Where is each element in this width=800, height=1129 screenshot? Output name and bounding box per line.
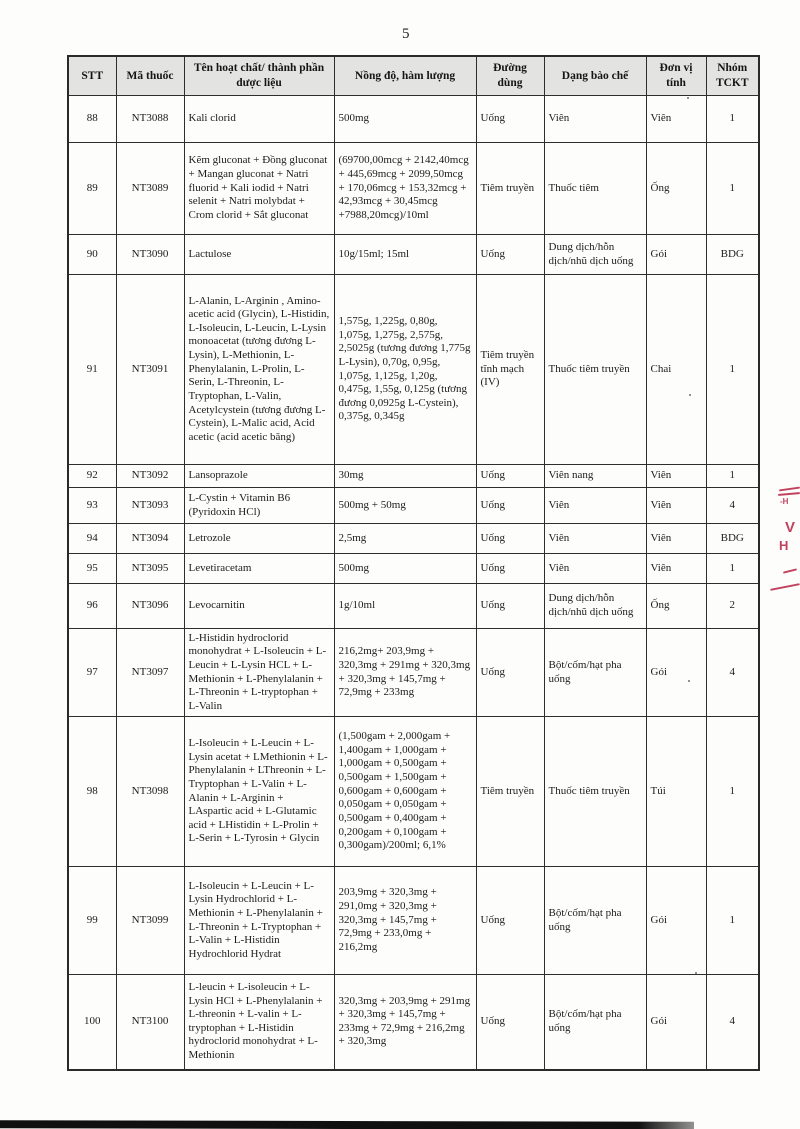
table-row: [68, 584, 759, 629]
cell-stt: 92: [68, 465, 116, 488]
drug-table-header: [68, 56, 759, 96]
cell-form: Bột/cốm/hạt pha uống: [544, 975, 646, 1070]
cell-group: 1: [706, 143, 759, 235]
cell-route: Tiêm truyền: [476, 717, 544, 867]
drug-table-body: [68, 96, 759, 1070]
cell-unit: Gói: [646, 235, 706, 275]
page-number: 5: [402, 26, 410, 42]
red-stamp-text-fragment: V: [785, 519, 796, 536]
cell-route: Uống: [476, 867, 544, 975]
cell-route: Uống: [476, 554, 544, 584]
cell-unit: Ống: [646, 143, 706, 235]
cell-unit: Viên: [646, 554, 706, 584]
cell-route: Uống: [476, 465, 544, 488]
table-row: [68, 629, 759, 717]
scan-artifact-dot: [695, 972, 697, 974]
cell-unit: Ống: [646, 584, 706, 629]
cell-stt: 90: [68, 235, 116, 275]
cell-route: Uống: [476, 584, 544, 629]
cell-group: 4: [706, 975, 759, 1070]
cell-stt: 100: [68, 975, 116, 1070]
cell-name: Kẽm gluconat + Đồng gluconat + Mangan gluconat + Natri fluorid + Kali iodid + Natri selenit + Natri molybdat + Crom clorid + Sắt gluconat: [184, 143, 334, 235]
cell-form: Viên: [544, 554, 646, 584]
cell-code: NT3097: [116, 629, 184, 717]
cell-code: NT3093: [116, 488, 184, 524]
cell-code: NT3095: [116, 554, 184, 584]
red-stamp-stroke: [770, 583, 800, 591]
table-row: [68, 275, 759, 465]
cell-group: 1: [706, 465, 759, 488]
cell-code: NT3088: [116, 96, 184, 143]
cell-dose: 1g/10ml: [334, 584, 476, 629]
cell-unit: Gói: [646, 629, 706, 717]
cell-name: Letrozole: [184, 524, 334, 554]
table-row: [68, 554, 759, 584]
cell-group: 1: [706, 554, 759, 584]
cell-unit: Túi: [646, 717, 706, 867]
cell-name: Lactulose: [184, 235, 334, 275]
cell-route: Tiêm truyền: [476, 143, 544, 235]
column-header-code: Mã thuốc: [116, 56, 184, 96]
table-row: [68, 235, 759, 275]
cell-code: NT3094: [116, 524, 184, 554]
cell-form: Thuốc tiêm truyền: [544, 717, 646, 867]
cell-name: L-Isoleucin + L-Leucin + L-Lysin acetat + LMethionin + L-Phenylalanin + LThreonin + L-Tryptophan + L-Valin + L-Alanin + L-Arginin + LAspartic acid + L-Glutamic acid + LHistidin + L-Prolin + L-Serin + L-Tyrosin + Glycin: [184, 717, 334, 867]
cell-dose: (1,500gam + 2,000gam + 1,400gam + 1,000gam + 1,000gam + 0,500gam + 0,500gam + 1,500gam + 0,600gam + 0,600gam + 0,050gam + 0,050gam + 0,500gam + 0,400gam + 0,200gam + 0,100gam + 0,300gam)/200ml; 6,1%: [334, 717, 476, 867]
cell-code: NT3089: [116, 143, 184, 235]
column-header-route: Đường dùng: [476, 56, 544, 96]
cell-code: NT3098: [116, 717, 184, 867]
cell-route: Tiêm truyền tĩnh mạch (IV): [476, 275, 544, 465]
cell-group: 1: [706, 275, 759, 465]
cell-stt: 97: [68, 629, 116, 717]
cell-code: NT3096: [116, 584, 184, 629]
cell-dose: (69700,00mcg + 2142,40mcg + 445,69mcg + 2099,50mcg + 170,06mcg + 153,32mcg + 42,93mcg + 30,45mcg +7988,20mcg)/10ml: [334, 143, 476, 235]
cell-code: NT3099: [116, 867, 184, 975]
cell-form: Thuốc tiêm: [544, 143, 646, 235]
cell-name: Kali clorid: [184, 96, 334, 143]
cell-unit: Chai: [646, 275, 706, 465]
cell-unit: Gói: [646, 975, 706, 1070]
column-header-unit: Đơn vị tính: [646, 56, 706, 96]
column-header-form: Dạng bào chế: [544, 56, 646, 96]
cell-route: Uống: [476, 96, 544, 143]
cell-stt: 99: [68, 867, 116, 975]
cell-code: NT3090: [116, 235, 184, 275]
table-row: [68, 975, 759, 1070]
table-row: [68, 96, 759, 143]
red-stamp-stroke: [779, 487, 800, 492]
table-row: [68, 524, 759, 554]
cell-route: Uống: [476, 524, 544, 554]
cell-dose: 500mg: [334, 96, 476, 143]
table-row: [68, 867, 759, 975]
column-header-dose: Nồng độ, hàm lượng: [334, 56, 476, 96]
cell-unit: Viên: [646, 465, 706, 488]
cell-name: L-Isoleucin + L-Leucin + L-Lysin Hydrochlorid + L-Methionin + L-Phenylalanin + L-Threonin + L-Tryptophan + L-Valin + L-Histidin Hydrochlorid Hydrat: [184, 867, 334, 975]
cell-dose: 2,5mg: [334, 524, 476, 554]
cell-stt: 89: [68, 143, 116, 235]
drug-table: [67, 55, 760, 1071]
cell-stt: 88: [68, 96, 116, 143]
cell-name: Lansoprazole: [184, 465, 334, 488]
cell-unit: Viên: [646, 524, 706, 554]
cell-form: Bột/cốm/hạt pha uống: [544, 867, 646, 975]
cell-name: L-Cystin + Vitamin B6 (Pyridoxin HCl): [184, 488, 334, 524]
cell-group: 1: [706, 717, 759, 867]
cell-stt: 93: [68, 488, 116, 524]
cell-stt: 91: [68, 275, 116, 465]
cell-route: Uống: [476, 975, 544, 1070]
cell-form: Viên nang: [544, 465, 646, 488]
cell-dose: 10g/15ml; 15ml: [334, 235, 476, 275]
scan-edge-bar: [0, 1120, 694, 1129]
table-row: [68, 465, 759, 488]
cell-group: 4: [706, 488, 759, 524]
table-row: [68, 717, 759, 867]
cell-form: Dung dịch/hỗn dịch/nhũ dịch uống: [544, 235, 646, 275]
red-stamp-stroke: [778, 492, 800, 496]
cell-form: Thuốc tiêm truyền: [544, 275, 646, 465]
red-stamp-text-fragment: -H: [780, 497, 789, 506]
cell-stt: 98: [68, 717, 116, 867]
cell-group: BDG: [706, 524, 759, 554]
cell-dose: 203,9mg + 320,3mg + 291,0mg + 320,3mg + 320,3mg + 145,7mg + 72,9mg + 233,0mg + 216,2mg: [334, 867, 476, 975]
cell-form: Viên: [544, 524, 646, 554]
cell-name: L-Histidin hydroclorid monohydrat + L-Isoleucin + L-Leucin + L-Lysin HCL + L-Methionin + L-Phenylalanin + L-Threonin + L-tryptophan + L-Valin: [184, 629, 334, 717]
cell-dose: 1,575g, 1,225g, 0,80g, 1,075g, 1,275g, 2,575g, 2,5025g (tương đương 1,775g L-Lysin), 0,70g, 0,95g, 1,075g, 1,125g, 1,20g, 0,475g, 1,55g, 0,125g (tương đương 0,0925g L-Cystein), 0,375g, 0,345g: [334, 275, 476, 465]
column-header-name: Tên hoạt chất/ thành phần dược liệu: [184, 56, 334, 96]
cell-group: 2: [706, 584, 759, 629]
cell-unit: Viên: [646, 488, 706, 524]
cell-name: L-leucin + L-isoleucin + L-Lysin HCl + L-Phenylalanin + L-threonin + L-valin + L-tryptophan + L-Histidin hydroclorid monohydrat + L-Methionin: [184, 975, 334, 1070]
cell-unit: Viên: [646, 96, 706, 143]
cell-dose: 216,2mg+ 203,9mg + 320,3mg + 291mg + 320,3mg + 320,3mg + 145,7mg + 72,9mg + 233mg: [334, 629, 476, 717]
cell-name: L-Alanin, L-Arginin , Amino-acetic acid (Glycin), L-Histidin, L-Isoleucin, L-Leucin, L-Lysin monoacetat (tương đương L-Lysin), L-Methionin, L-Phenylalanin, L-Prolin, L-Serin, L-Threonin, L-Tryptophan, L-Valin, Acetylcystein (tương đương L-Cystein), L-Malic acid, Acid acetic (acid acetic băng): [184, 275, 334, 465]
cell-name: Levocarnitin: [184, 584, 334, 629]
cell-group: 4: [706, 629, 759, 717]
cell-group: BDG: [706, 235, 759, 275]
cell-route: Uống: [476, 488, 544, 524]
cell-form: Dung dịch/hỗn dịch/nhũ dịch uống: [544, 584, 646, 629]
cell-route: Uống: [476, 629, 544, 717]
cell-form: Viên: [544, 488, 646, 524]
column-header-group: Nhóm TCKT: [706, 56, 759, 96]
cell-code: NT3100: [116, 975, 184, 1070]
cell-group: 1: [706, 96, 759, 143]
cell-route: Uống: [476, 235, 544, 275]
cell-form: Viên: [544, 96, 646, 143]
red-stamp-stroke: [783, 568, 797, 573]
cell-dose: 500mg + 50mg: [334, 488, 476, 524]
cell-dose: 320,3mg + 203,9mg + 291mg + 320,3mg + 145,7mg + 233mg + 72,9mg + 216,2mg + 320,3mg: [334, 975, 476, 1070]
cell-dose: 500mg: [334, 554, 476, 584]
cell-unit: Gói: [646, 867, 706, 975]
table-row: [68, 488, 759, 524]
scan-artifact-dot: [687, 97, 689, 99]
cell-code: NT3092: [116, 465, 184, 488]
cell-stt: 94: [68, 524, 116, 554]
red-stamp-text-fragment: H: [779, 538, 789, 553]
table-row: [68, 143, 759, 235]
column-header-stt: STT: [68, 56, 116, 96]
cell-stt: 96: [68, 584, 116, 629]
scan-artifact-dot: [689, 394, 691, 396]
cell-form: Bột/cốm/hạt pha uống: [544, 629, 646, 717]
cell-code: NT3091: [116, 275, 184, 465]
cell-group: 1: [706, 867, 759, 975]
scan-artifact-dot: [688, 680, 690, 682]
cell-name: Levetiracetam: [184, 554, 334, 584]
cell-stt: 95: [68, 554, 116, 584]
cell-dose: 30mg: [334, 465, 476, 488]
